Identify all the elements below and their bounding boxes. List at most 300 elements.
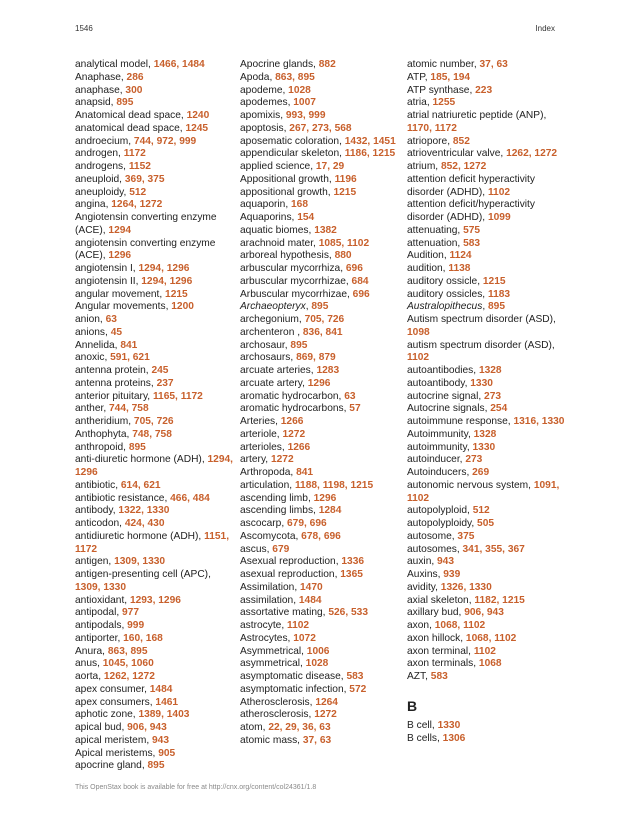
section-title: Index: [535, 24, 555, 33]
index-term: antenna protein,: [75, 365, 152, 376]
page-reference-link[interactable]: 223: [475, 84, 493, 96]
page-reference-link[interactable]: 1262, 1272: [506, 148, 558, 160]
page-reference-link[interactable]: 1007: [293, 97, 316, 109]
page-reference-link[interactable]: 1102: [407, 352, 430, 364]
page-reference-link[interactable]: 1045, 1060: [102, 658, 154, 670]
index-term: androgens,: [75, 161, 129, 172]
page-reference-link[interactable]: 906, 943: [464, 607, 504, 619]
index-term: autoinducer,: [407, 454, 466, 466]
page-reference-link[interactable]: 1165, 1172: [152, 390, 203, 402]
page-reference-link[interactable]: 1330: [437, 719, 461, 731]
index-term: ascending limb,: [240, 492, 314, 504]
page-reference-link[interactable]: 63: [344, 390, 356, 402]
page-reference-link[interactable]: 1322, 1330: [118, 505, 170, 517]
page-reference-link[interactable]: 1152: [128, 161, 151, 172]
index-term: antioxidant,: [75, 594, 130, 606]
page-reference-link[interactable]: 1186, 1215: [344, 148, 396, 160]
index-entry: [240, 289, 400, 302]
index-entry: [240, 276, 400, 289]
index-term: atherosclerosis,: [240, 709, 315, 721]
index-entry: [75, 391, 235, 404]
page-reference-link[interactable]: 1182, 1215: [474, 594, 525, 606]
page-reference-link[interactable]: 705, 726: [133, 416, 174, 427]
page-reference-link[interactable]: 895: [290, 339, 308, 351]
index-term: androecium,: [75, 135, 134, 147]
page-reference-link[interactable]: 341, 355, 367: [462, 543, 525, 555]
index-term: anti-diuretic hormone (ADH),: [75, 454, 208, 466]
index-term: anapsid,: [75, 97, 117, 109]
page-reference-link[interactable]: 273: [484, 390, 502, 402]
index-term: autosomes,: [407, 543, 463, 555]
page-reference-link[interactable]: 168: [290, 199, 308, 211]
page-reference-link[interactable]: 1068: [478, 658, 502, 670]
index-entry: [240, 174, 400, 187]
page-reference-link[interactable]: 614, 621: [120, 479, 161, 491]
page-reference-link[interactable]: 869, 879: [296, 352, 336, 364]
page-reference-link[interactable]: 1272: [270, 454, 294, 466]
index-entry: [407, 569, 567, 582]
index-term: ATP,: [407, 71, 431, 83]
page-reference-link[interactable]: 943: [437, 556, 455, 568]
index-entry: [407, 250, 567, 263]
index-term: Aquaporins,: [240, 212, 298, 223]
page-reference-link[interactable]: 1294, 1296: [141, 275, 193, 287]
index-term: aquaporin,: [240, 199, 291, 211]
index-term: Appositional growth,: [240, 173, 335, 185]
index-term: attention deficit hyperactivity disorder (ADHD),: [407, 173, 535, 198]
page-reference-link[interactable]: 583: [430, 671, 448, 682]
page-reference-link[interactable]: 1294, 1296: [75, 454, 233, 478]
index-entry: [75, 416, 235, 429]
page-reference-link[interactable]: 943: [152, 734, 169, 746]
index-entry: [240, 85, 400, 98]
page-reference-link[interactable]: 1245: [185, 122, 209, 134]
page-reference-link[interactable]: 1188, 1198, 1215: [294, 479, 374, 491]
index-entry: [407, 289, 567, 302]
index-term: anion,: [75, 314, 106, 325]
index-entry: [75, 161, 235, 174]
index-term: Autoinducers,: [407, 467, 473, 478]
page-reference-link[interactable]: 1293, 1296: [129, 594, 181, 606]
index-term: axillary bud,: [407, 607, 465, 619]
index-term: autoantibodies,: [407, 365, 479, 376]
index-entry: [75, 709, 235, 722]
page-reference-link[interactable]: 1266: [287, 441, 311, 453]
page-reference-link[interactable]: 591, 621: [110, 352, 150, 364]
index-term: ascus,: [240, 543, 273, 555]
page-reference-link[interactable]: 1336: [341, 556, 365, 568]
index-term: aposematic coloration,: [240, 135, 345, 147]
index-term: artery,: [240, 454, 271, 466]
page-reference-link[interactable]: 237: [156, 377, 174, 389]
page-reference-link[interactable]: 895: [488, 301, 505, 313]
page-reference-link[interactable]: 863, 895: [107, 645, 148, 657]
page-reference-link[interactable]: 37, 63: [479, 59, 508, 70]
index-term: avidity,: [407, 581, 441, 593]
page-reference-link[interactable]: 1102: [473, 645, 496, 657]
index-entry: [75, 429, 235, 442]
page-reference-link[interactable]: 1183: [487, 288, 511, 300]
page-reference-link[interactable]: 526, 533: [328, 607, 368, 619]
page-reference-link[interactable]: 245: [151, 365, 169, 376]
index-entry: [240, 595, 400, 608]
index-entry: [75, 505, 235, 518]
index-entry: [407, 733, 567, 746]
index-term: axon terminals,: [407, 658, 479, 670]
index-term: Anura,: [75, 645, 108, 657]
index-entry: [240, 429, 400, 442]
index-entry: [75, 633, 235, 646]
page-reference-link[interactable]: 1255: [432, 97, 456, 109]
index-entry: [407, 531, 567, 544]
index-entry: [407, 544, 567, 557]
page-reference-link[interactable]: 1196: [334, 173, 357, 185]
index-entry: [75, 684, 235, 697]
index-entry: [240, 467, 400, 480]
page-reference-link[interactable]: 939: [443, 569, 461, 580]
page-reference-link[interactable]: 852: [452, 135, 470, 147]
index-term: anther,: [75, 403, 109, 415]
index-column-3: [407, 59, 567, 745]
index-term: atrioventricular valve,: [407, 148, 507, 160]
page-reference-link[interactable]: 748, 758: [132, 428, 172, 440]
index-term: anthropoid,: [75, 441, 129, 453]
index-entry: [75, 442, 235, 455]
page-reference-link[interactable]: 583: [346, 671, 364, 682]
index-entry: [240, 633, 400, 646]
page-reference-link[interactable]: 254: [490, 403, 508, 415]
page-reference-link[interactable]: 852, 1272: [440, 161, 487, 172]
index-entry: [407, 378, 567, 391]
page-reference-link[interactable]: 1432, 1451: [344, 135, 396, 147]
index-entry: [240, 148, 400, 161]
index-term: archosaurs,: [240, 352, 297, 364]
page-reference-link[interactable]: 993, 999: [285, 110, 326, 121]
page-reference-link[interactable]: 1326, 1330: [440, 581, 492, 593]
index-term: Audition,: [407, 250, 450, 262]
page-reference-link[interactable]: 1294: [108, 224, 132, 236]
page-reference-link[interactable]: 836, 841: [302, 326, 343, 338]
index-entry: [75, 607, 235, 620]
index-entry: [240, 340, 400, 353]
index-term: arachnoid mater,: [240, 237, 319, 249]
page-reference-link[interactable]: 1466, 1484: [153, 59, 205, 70]
index-term: Apocrine glands,: [240, 59, 319, 70]
page-reference-link[interactable]: 466, 484: [170, 492, 210, 504]
index-entry: [75, 276, 235, 289]
page-reference-link[interactable]: 841: [296, 467, 314, 478]
page-reference-link[interactable]: 424, 430: [124, 518, 165, 529]
page-reference-link[interactable]: 696: [352, 288, 370, 300]
page-reference-link[interactable]: 185, 194: [430, 71, 471, 83]
index-entry: [407, 607, 567, 620]
page-reference-link[interactable]: 1006: [306, 645, 330, 657]
index-term: Arteries,: [240, 416, 281, 427]
index-entry: [240, 684, 400, 697]
index-term: antibiotic,: [75, 479, 121, 491]
index-entry: [240, 442, 400, 455]
index-entry: [240, 59, 400, 72]
index-entry: [240, 454, 400, 467]
index-term: antipodals,: [75, 620, 128, 631]
page-reference-link[interactable]: 1151, 1172: [75, 530, 230, 555]
index-entry: [240, 531, 400, 544]
index-term: axial skeleton,: [407, 594, 475, 606]
page-reference-link[interactable]: 895: [311, 301, 329, 313]
page-reference-link[interactable]: 882: [318, 59, 336, 70]
index-entry: [240, 544, 400, 557]
page-reference-link[interactable]: 375: [457, 530, 475, 542]
index-term: attenuation,: [407, 237, 464, 249]
page-reference-link[interactable]: 1085, 1102: [318, 237, 370, 249]
index-entry: [240, 263, 400, 276]
page-reference-link[interactable]: 369, 375: [124, 173, 165, 185]
index-term: apocrine gland,: [75, 760, 148, 772]
index-term: antipodal,: [75, 607, 123, 619]
index-term: anterior pituitary,: [75, 390, 153, 402]
page-reference-link[interactable]: 1328: [473, 428, 497, 440]
page-reference-link[interactable]: 744, 758: [108, 403, 149, 415]
page-reference-link[interactable]: 905: [158, 747, 176, 759]
index-entry: [407, 646, 567, 659]
index-entry: [240, 505, 400, 518]
page-reference-link[interactable]: 1266: [280, 416, 304, 427]
index-entry: [240, 582, 400, 595]
page-reference-link[interactable]: 17, 29: [315, 161, 345, 172]
index-term: ascending limbs,: [240, 505, 319, 517]
page-reference-link[interactable]: 1028: [305, 658, 329, 670]
index-term: angiotensin II,: [75, 275, 142, 287]
index-term: auditory ossicle,: [407, 275, 483, 287]
index-entry: [240, 378, 400, 391]
page-reference-link[interactable]: 63: [105, 314, 117, 325]
page-reference-link[interactable]: 906, 943: [127, 722, 167, 733]
page-reference-link[interactable]: 863, 895: [275, 71, 315, 83]
page-reference-link[interactable]: 1215: [333, 186, 357, 198]
index-entry: [75, 85, 235, 98]
index-term: apical meristem,: [75, 734, 152, 746]
index-term: arterioles,: [240, 441, 288, 453]
index-entry: [240, 110, 400, 123]
page-reference-link[interactable]: 1099: [487, 212, 511, 223]
index-entry: [240, 709, 400, 722]
index-entry: [75, 199, 235, 212]
page-reference-link[interactable]: 1461: [155, 696, 179, 708]
page-reference-link[interactable]: 583: [463, 237, 481, 249]
index-entry: [240, 697, 400, 710]
page-reference-link[interactable]: 1309, 1330: [114, 556, 166, 568]
page-reference-link[interactable]: 1330: [470, 377, 493, 389]
index-entry: [407, 301, 567, 314]
page-reference-link[interactable]: 1138: [448, 263, 471, 274]
page-reference-link[interactable]: 1272: [314, 709, 337, 721]
page-reference-link[interactable]: 1382: [314, 224, 337, 236]
index-entry: [407, 518, 567, 531]
page-reference-link[interactable]: 1484: [149, 683, 173, 695]
index-entry: [407, 59, 567, 72]
page-reference-link[interactable]: 1284: [318, 505, 342, 517]
page-reference-link[interactable]: 1102: [487, 186, 511, 198]
page-reference-link[interactable]: 575: [463, 224, 481, 236]
page-reference-link[interactable]: 45: [110, 326, 123, 338]
index-term: aorta,: [75, 671, 104, 682]
index-term: attention deficit/hyperactivity disorder (ADHD),: [407, 199, 535, 223]
index-column-1: [75, 59, 235, 773]
index-entry: [240, 671, 400, 684]
page-reference-link[interactable]: 1470: [300, 581, 323, 593]
page-reference-link[interactable]: 1389, 1403: [138, 709, 190, 721]
page-reference-link[interactable]: 678, 696: [301, 530, 341, 542]
index-term: atriopore,: [407, 135, 453, 147]
index-entry: [75, 340, 235, 353]
index-entry: [75, 480, 235, 493]
index-term: Apical meristems,: [75, 747, 159, 759]
page-reference-link[interactable]: 1262, 1272: [103, 671, 155, 682]
index-term: axon hillock,: [407, 632, 466, 644]
page-reference-link[interactable]: 512: [129, 186, 147, 198]
index-entry: [407, 720, 567, 733]
index-term: antigen-presenting cell (APC),: [75, 569, 211, 580]
index-entry: [75, 187, 235, 200]
index-term-punct: ,: [482, 301, 488, 313]
page-reference-link[interactable]: 154: [297, 212, 315, 223]
index-entry: [240, 97, 400, 110]
page-reference-link[interactable]: 1309, 1330: [75, 581, 126, 593]
index-entry: [407, 365, 567, 378]
page-reference-link[interactable]: 1330: [472, 441, 496, 453]
page-reference-link[interactable]: 1028: [288, 84, 311, 96]
index-entry: [75, 403, 235, 416]
page-reference-link[interactable]: 505: [477, 518, 495, 529]
index-term: auxin,: [407, 556, 438, 568]
page-reference-link[interactable]: 1072: [293, 632, 316, 644]
index-entry: [407, 480, 567, 506]
page-reference-link[interactable]: 744, 972, 999: [133, 135, 197, 147]
index-term: atomic mass,: [240, 734, 303, 746]
page-reference-link[interactable]: 1068, 1102: [434, 620, 486, 631]
page-reference-link[interactable]: 1172: [123, 148, 146, 160]
page-reference-link[interactable]: 880: [334, 250, 352, 262]
index-term: apex consumer,: [75, 683, 150, 695]
index-entry: [75, 697, 235, 710]
index-term: Asymmetrical,: [240, 645, 307, 657]
index-term: aphotic zone,: [75, 709, 139, 721]
index-term: archenteron ,: [240, 326, 303, 338]
page-reference-link[interactable]: 1215: [482, 275, 506, 287]
index-entry: [240, 238, 400, 251]
page-reference-link[interactable]: 1365: [340, 569, 363, 580]
page-reference-link[interactable]: 1294, 1296: [138, 263, 190, 274]
index-term: anoxic,: [75, 352, 111, 364]
page-reference-link[interactable]: 269: [472, 467, 490, 478]
index-entry: [75, 569, 235, 595]
page-reference-link[interactable]: 1098: [407, 326, 430, 338]
page-reference-link[interactable]: 1296: [307, 377, 331, 389]
index-entry: [75, 760, 235, 773]
page-reference-link[interactable]: 1283: [316, 365, 340, 376]
page-reference-link[interactable]: 1124: [449, 250, 472, 262]
page-reference-link[interactable]: 1328: [478, 365, 502, 376]
page-reference-link[interactable]: 1068, 1102: [465, 632, 517, 644]
page-reference-link[interactable]: 1296: [108, 250, 132, 262]
page-reference-link[interactable]: 679: [272, 543, 290, 555]
index-term: Auxins,: [407, 569, 444, 580]
page-reference-link[interactable]: 1306: [442, 732, 466, 744]
index-term: antiporter,: [75, 632, 124, 644]
page-reference-link[interactable]: 999: [127, 620, 145, 631]
page-reference-link[interactable]: 22, 29, 36, 63: [268, 722, 331, 733]
index-term: autocrine signal,: [407, 390, 485, 402]
page-reference-link[interactable]: 1264: [315, 696, 338, 708]
index-entry: [407, 467, 567, 480]
index-entry: [75, 110, 235, 123]
index-entry: [240, 620, 400, 633]
index-entry: [407, 263, 567, 276]
page-reference-link[interactable]: 160, 168: [123, 632, 163, 644]
page-reference-link[interactable]: 1240: [186, 110, 210, 121]
index-term: anus,: [75, 658, 103, 670]
page-reference-link[interactable]: 895: [128, 441, 146, 453]
index-entry: [75, 289, 235, 302]
index-entry: [75, 595, 235, 608]
page-reference-link[interactable]: 512: [472, 505, 490, 517]
page-reference-link[interactable]: 977: [122, 607, 140, 619]
page-reference-link[interactable]: 841: [120, 339, 138, 351]
page-reference-link[interactable]: 1102: [287, 620, 310, 631]
page-reference-link[interactable]: 679, 696: [287, 518, 327, 529]
page-reference-link[interactable]: 1272: [282, 428, 306, 440]
page-reference-link[interactable]: 273: [465, 454, 483, 466]
index-term: asymptomatic disease,: [240, 671, 347, 682]
page-reference-link[interactable]: 895: [116, 97, 134, 109]
page-reference-link[interactable]: 300: [125, 84, 143, 96]
index-term: auditory ossicles,: [407, 288, 488, 300]
index-entry: [407, 340, 567, 366]
page-reference-link[interactable]: 57: [349, 403, 361, 415]
page-reference-link[interactable]: 1484: [298, 594, 322, 606]
index-term: antenna proteins,: [75, 377, 157, 389]
page-reference-link[interactable]: 1170, 1172: [407, 122, 457, 134]
page-reference-link[interactable]: 1296: [313, 492, 337, 504]
index-entry: [240, 569, 400, 582]
page-reference-link[interactable]: 1264, 1272: [111, 199, 163, 211]
page-reference-link[interactable]: 696: [345, 263, 363, 274]
page-reference-link[interactable]: 286: [126, 71, 144, 83]
index-term: autonomic nervous system,: [407, 479, 534, 491]
page-reference-link[interactable]: 1091, 1102: [407, 479, 560, 504]
page-reference-link[interactable]: 705, 726: [304, 314, 345, 325]
index-term: anions,: [75, 326, 111, 338]
index-term: analytical model,: [75, 59, 154, 70]
index-entry: [240, 391, 400, 404]
page-reference-link[interactable]: 572: [349, 683, 367, 695]
page-reference-link[interactable]: 1316, 1330: [513, 416, 565, 427]
page-reference-link[interactable]: 684: [351, 275, 369, 287]
index-term: astrocyte,: [240, 620, 287, 631]
page-reference-link[interactable]: 267, 273, 568: [289, 122, 352, 134]
running-head: [75, 24, 555, 33]
index-entry: [407, 314, 567, 340]
index-entry: [407, 276, 567, 289]
page-reference-link[interactable]: 1215: [165, 288, 188, 300]
index-entry: [75, 365, 235, 378]
index-entry: [407, 391, 567, 404]
index-term: Arthropoda,: [240, 467, 297, 478]
page-reference-link[interactable]: 895: [147, 760, 165, 772]
index-term: atom,: [240, 722, 269, 733]
page-reference-link[interactable]: 37, 63: [302, 734, 332, 746]
page-reference-link[interactable]: 1200: [171, 301, 194, 313]
